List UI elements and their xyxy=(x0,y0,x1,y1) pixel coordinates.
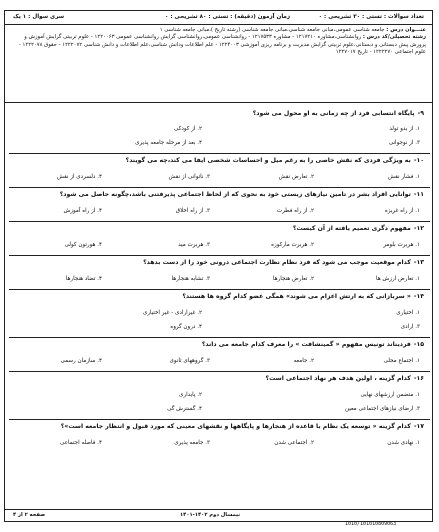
question-9: ۹-پایگاه انتسابی فرد از چه زمانی به او محول می شود؟ xyxy=(252,110,424,117)
series-label: سری سوال : ۱ یک xyxy=(13,14,65,20)
option[interactable]: ۱. متضمن ارزشهای نهایی xyxy=(360,392,420,398)
course-title-label: عنـــوان درس : xyxy=(386,27,426,33)
course-title-value: جامعه شناسی عمومی،مبانی جامعه شناسی،مبانی جامعه شناسی (رشته تاریخ )،مبانی جامعه شناسی ۱ xyxy=(159,27,385,33)
divider xyxy=(9,153,430,154)
option[interactable]: ۴. گسترش گی xyxy=(167,406,202,412)
option[interactable]: ۳. گروههای ثانوی xyxy=(169,358,210,364)
option[interactable]: ۲. از راه فطرت xyxy=(276,208,314,214)
option[interactable]: ۲. اجتماعی شدن xyxy=(274,440,314,446)
divider xyxy=(9,289,430,290)
page-number: صفحه ۲ از ۴ xyxy=(13,512,46,518)
option[interactable]: ۱. اختیاری xyxy=(396,310,420,316)
option[interactable]: ۳. جامعه پذیری xyxy=(174,440,210,446)
question-10: ۱۰-به ویژگی فردی که نقش خاصی را به رغم میل و احساسات شخصی ایفا می کند،چه می گویند؟ xyxy=(125,157,424,164)
divider xyxy=(9,221,430,222)
semester-label: نیمسال دوم ۱۴۰۲-۱۴۰۱ xyxy=(180,512,241,518)
document-code: 1010/101010809063 xyxy=(345,521,397,527)
option[interactable]: ۴. فاصله اجتماعی xyxy=(60,440,102,446)
exam-footer xyxy=(5,509,432,521)
option[interactable]: ۴. از راه آموزش xyxy=(63,208,102,214)
divider xyxy=(9,187,430,188)
option[interactable]: ۱. تعارض ارزش ها xyxy=(376,276,420,282)
option[interactable]: ۳. ارادی xyxy=(400,324,420,330)
question-17: ۱۷-کدام گزینه « توسعه یک نظام با قاعده از هنجارها و پایگاهها و نقشهای معینی که مورد قبول و انتظار جامعه است»؟ xyxy=(60,423,424,430)
question-13: ۱۳-کدام موقعیت موجب می شود که فرد نظام نظارت اجتماعی درونی خود را از دست بدهد؟ xyxy=(143,259,424,266)
field-code-label: رشته تحصیلی/کد درس : xyxy=(362,34,426,41)
count-label: تعداد سوالات : تستی : ۳۰ تشریحی : ۰ xyxy=(318,14,424,20)
option[interactable]: ۲. از کودکی xyxy=(174,126,202,132)
divider xyxy=(9,255,430,256)
option[interactable]: ۱. از بدو تولد xyxy=(389,126,420,132)
option[interactable]: ۲. پایداری xyxy=(179,392,202,398)
option[interactable]: ۴. درون گروه xyxy=(170,324,202,330)
divider xyxy=(9,419,430,420)
option[interactable]: ۴. سازمان رسمی xyxy=(60,358,102,364)
option[interactable]: ۳. ناتوانی از نقش xyxy=(168,174,210,180)
time-label: زمان آزمون (دقیقه) : تستی : ۸۰ تشریحی : ۰ xyxy=(165,14,291,20)
option[interactable]: ۱. فشار نقش xyxy=(388,174,420,180)
question-15: ۱۵-فردیناند تونیس مفهوم « گمینشافت » را معرف کدام جامعه می داند؟ xyxy=(201,341,424,348)
question-14: ۱۴-« سربازانی که به ارتش اعزام می شوند» همگی عضو کدام گروه ها هستند؟ xyxy=(182,293,424,300)
exam-sheet xyxy=(4,10,433,522)
question-16: ۱۶-کدام گزینه ، اولین هدف هر نهاد اجتماعی است؟ xyxy=(265,375,424,382)
questions-area xyxy=(5,104,432,503)
option[interactable]: ۱. اجتماع محلی xyxy=(383,358,420,364)
option[interactable]: ۴. دلسردی از نقش xyxy=(56,174,102,180)
option[interactable]: ۴. بعد از مرحله جامعه پذیری xyxy=(135,140,202,146)
option[interactable]: ۳. تشابه هنجارها xyxy=(171,276,210,282)
option[interactable]: ۱. از راه غریزه xyxy=(384,208,420,214)
option[interactable]: ۱. نهادی شدن xyxy=(387,440,420,446)
option[interactable]: ۳. ارضای نیازهای اجتماعی معین xyxy=(345,406,420,412)
exam-header xyxy=(5,11,432,25)
option[interactable]: ۳. از راه اخلاق xyxy=(175,208,210,214)
option[interactable]: ۱. هربرت بلومر xyxy=(383,242,420,248)
option[interactable]: ۳. از نوجوانی xyxy=(388,140,420,146)
option[interactable]: ۴. هورتون کولی xyxy=(64,242,102,248)
field-code-value: روانشناسی،مشاوره ۱۲۱۷۲۱۰ - مشاوره ۱۲۱۷۵۳۳ - روانشناسی عمومی،روانشناسی گرایش روانشناسی عمومی ۱۲۲۰۰۶۳ - علوم تربیتی گرایش آموزش و پرورش پیش دبستانی و دبستانی،علوم تربیتی گرایش مدیریت و برنامه ریزی آموزشی ۱۲۲۴۰۰۳ - علم اطلاعات ودانش شناسی،علم اطلاعات و دانش شناسی ۱۲۲۲۰۷۲ - حقوق ۱۲۲۲۰۷۸ - علوم اجتماعی ۱۲۲۲۲۷۰ - تاریخ ۱۲۲۷۰۱۷ xyxy=(18,34,426,56)
divider xyxy=(9,371,430,372)
course-meta xyxy=(5,25,432,103)
option[interactable]: ۲. غیرارادی - غیر اختیاری xyxy=(142,310,202,316)
option[interactable]: ۲. جامعه xyxy=(293,358,314,364)
option[interactable]: ۳. هربرت مید xyxy=(178,242,210,248)
option[interactable]: ۲. هربرت مارکوزه xyxy=(271,242,314,248)
divider xyxy=(9,337,430,338)
question-12: ۱۲-مفهوم دگری تعمیم یافته از آن کیست؟ xyxy=(292,225,424,232)
option[interactable]: ۲. تعارض هنجارها xyxy=(272,276,314,282)
question-11: ۱۱-توانایی افراد بشر در تامین نیازهای زیستی خود به نحوی که از لحاظ اجتماعی پذیرفتنی باشد،چگونه حاصل می شود؟ xyxy=(59,191,424,198)
option[interactable]: ۴. تضاد هنجارها xyxy=(65,276,102,282)
option[interactable]: ۲. تعارض نقش xyxy=(278,174,314,180)
